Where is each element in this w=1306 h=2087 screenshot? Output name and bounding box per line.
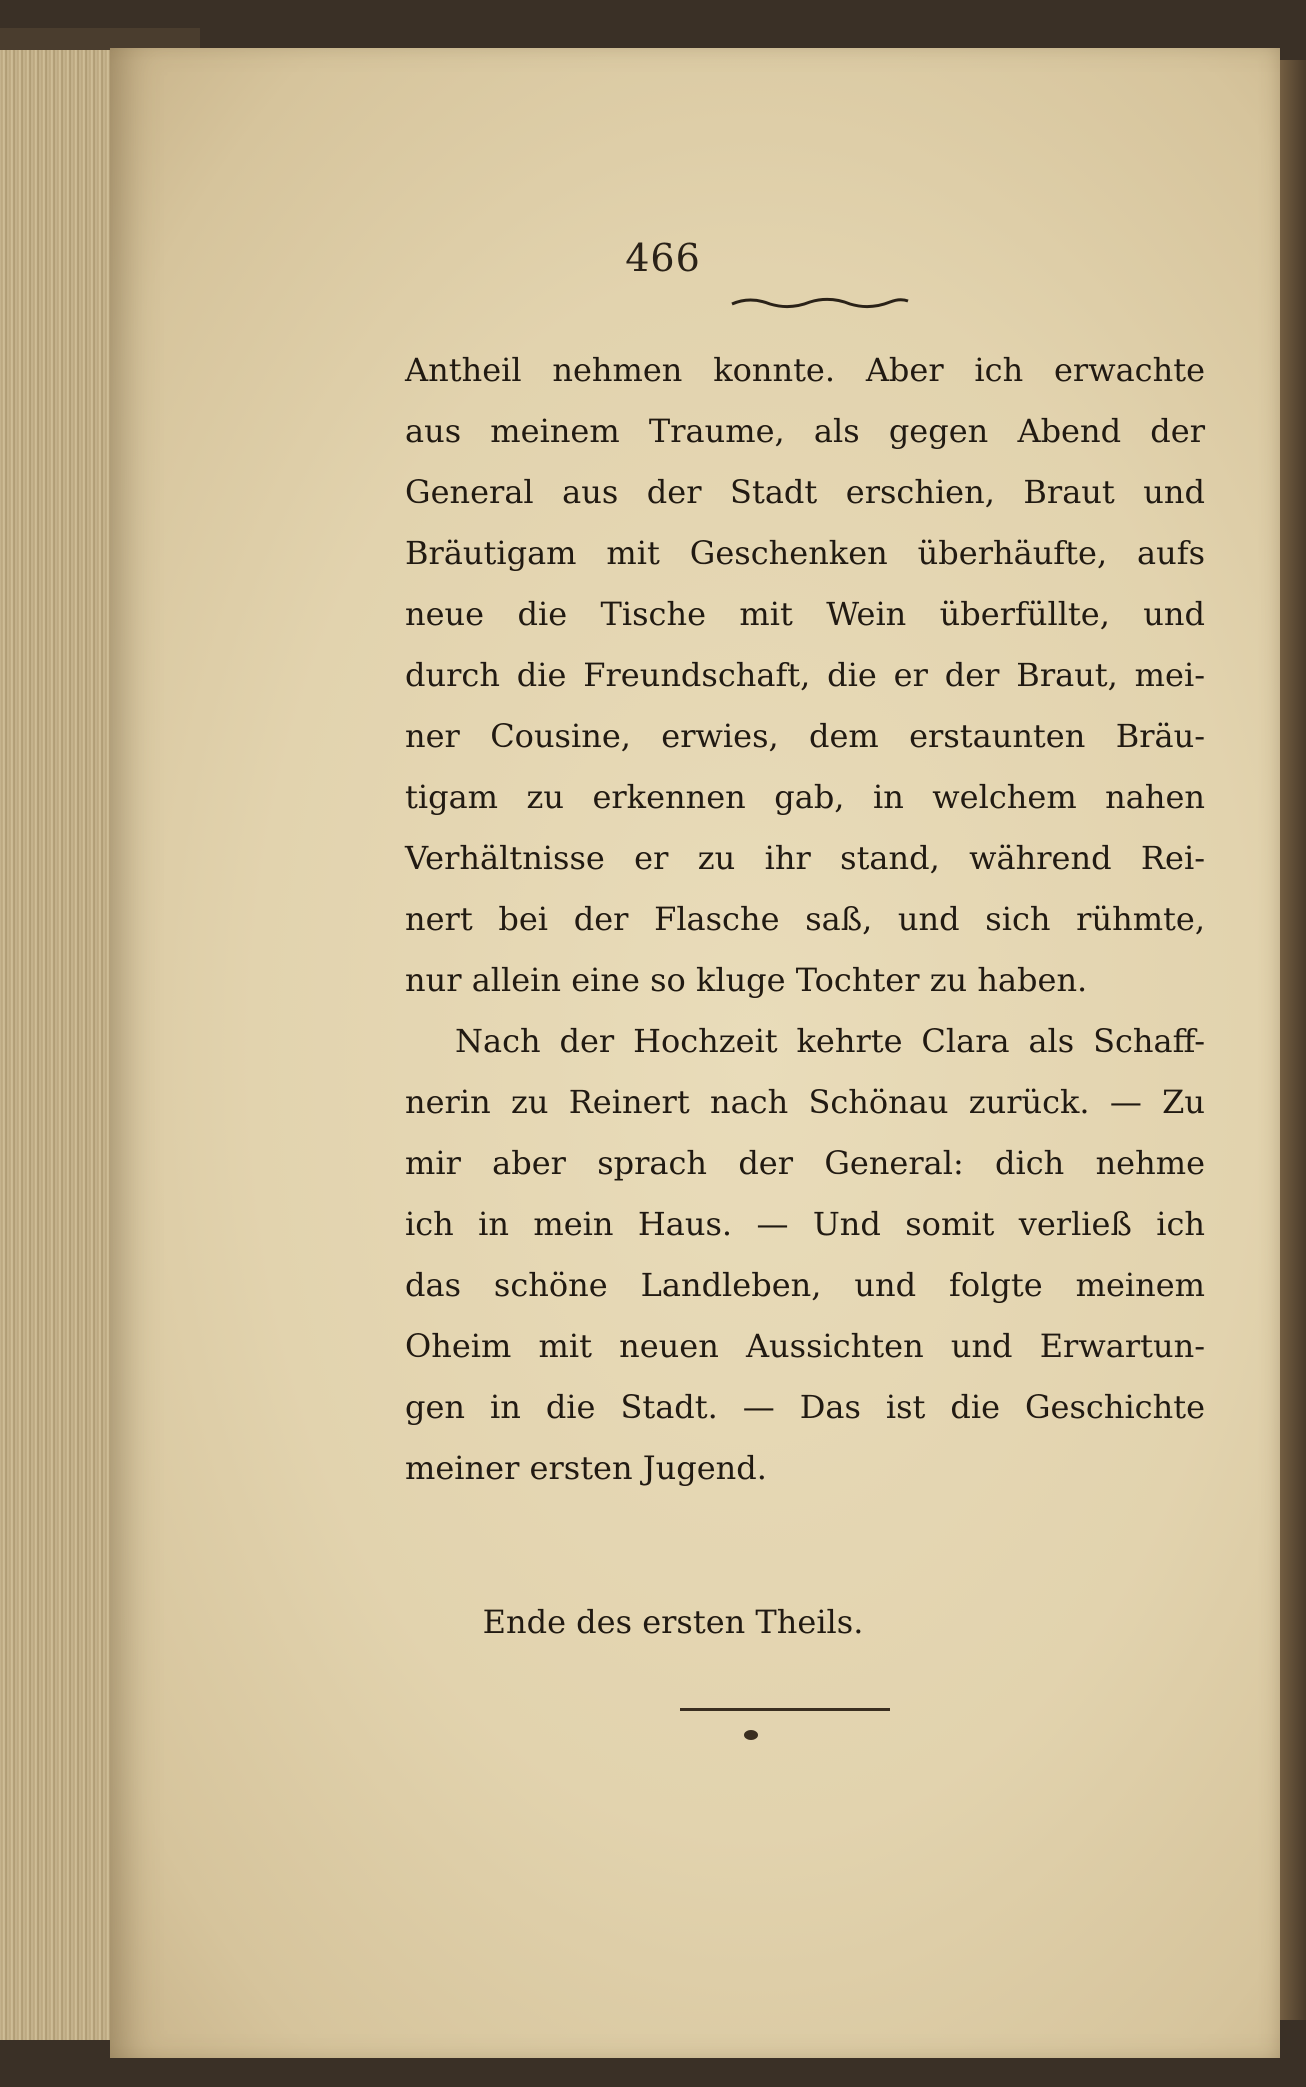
closing-text: Ende des ersten Theils. xyxy=(482,1603,864,1641)
text-line: nerin zu Reinert nach Schönau zurück. — Zu xyxy=(405,1083,1205,1121)
text-line: aus meinem Traume, als gegen Abend der xyxy=(405,412,1205,450)
text-line: mir aber sprach der General: dich nehme xyxy=(405,1144,1205,1182)
text-line: ner Cousine, erwies, dem erstaunten Bräu- xyxy=(405,717,1205,755)
text-line: Oheim mit neuen Aussichten und Erwartun- xyxy=(405,1327,1205,1365)
end-rule xyxy=(680,1708,890,1711)
text-line: neue die Tische mit Wein überfüllte, und xyxy=(405,595,1205,633)
page-header xyxy=(0,236,1306,280)
text-line: General aus der Stadt erschien, Braut und xyxy=(405,473,1205,511)
text-line: Antheil nehmen konnte. Aber ich erwachte xyxy=(405,351,1205,389)
end-dot-icon xyxy=(744,1730,758,1740)
page-number: 466 xyxy=(625,236,701,280)
text-line: ich in mein Haus. — Und somit verließ ich xyxy=(405,1205,1205,1243)
text-line: meiner ersten Jugend. xyxy=(405,1449,767,1487)
header-ornament-icon xyxy=(730,292,910,312)
text-line: gen in die Stadt. — Das ist die Geschichte xyxy=(405,1388,1205,1426)
closing-line xyxy=(0,1603,1306,1641)
text-line: das schöne Landleben, und folgte meinem xyxy=(405,1266,1205,1304)
page-edges xyxy=(0,50,122,2040)
text-line: Verhältnisse er zu ihr stand, während Rei- xyxy=(405,839,1205,877)
text-line: tigam zu erkennen gab, in welchem nahen xyxy=(405,778,1205,816)
text-line: nur allein eine so kluge Tochter zu haben. xyxy=(405,961,1088,999)
body-text xyxy=(405,340,1205,1499)
text-line: Nach der Hochzeit kehrte Clara als Schaff- xyxy=(455,1022,1205,1060)
facing-page-edge xyxy=(1276,60,1306,2020)
text-line: Bräutigam mit Geschenken überhäufte, aufs xyxy=(405,534,1205,572)
text-line: nert bei der Flasche saß, und sich rühmte, xyxy=(405,900,1205,938)
text-line: durch die Freundschaft, die er der Braut, mei- xyxy=(405,656,1205,694)
